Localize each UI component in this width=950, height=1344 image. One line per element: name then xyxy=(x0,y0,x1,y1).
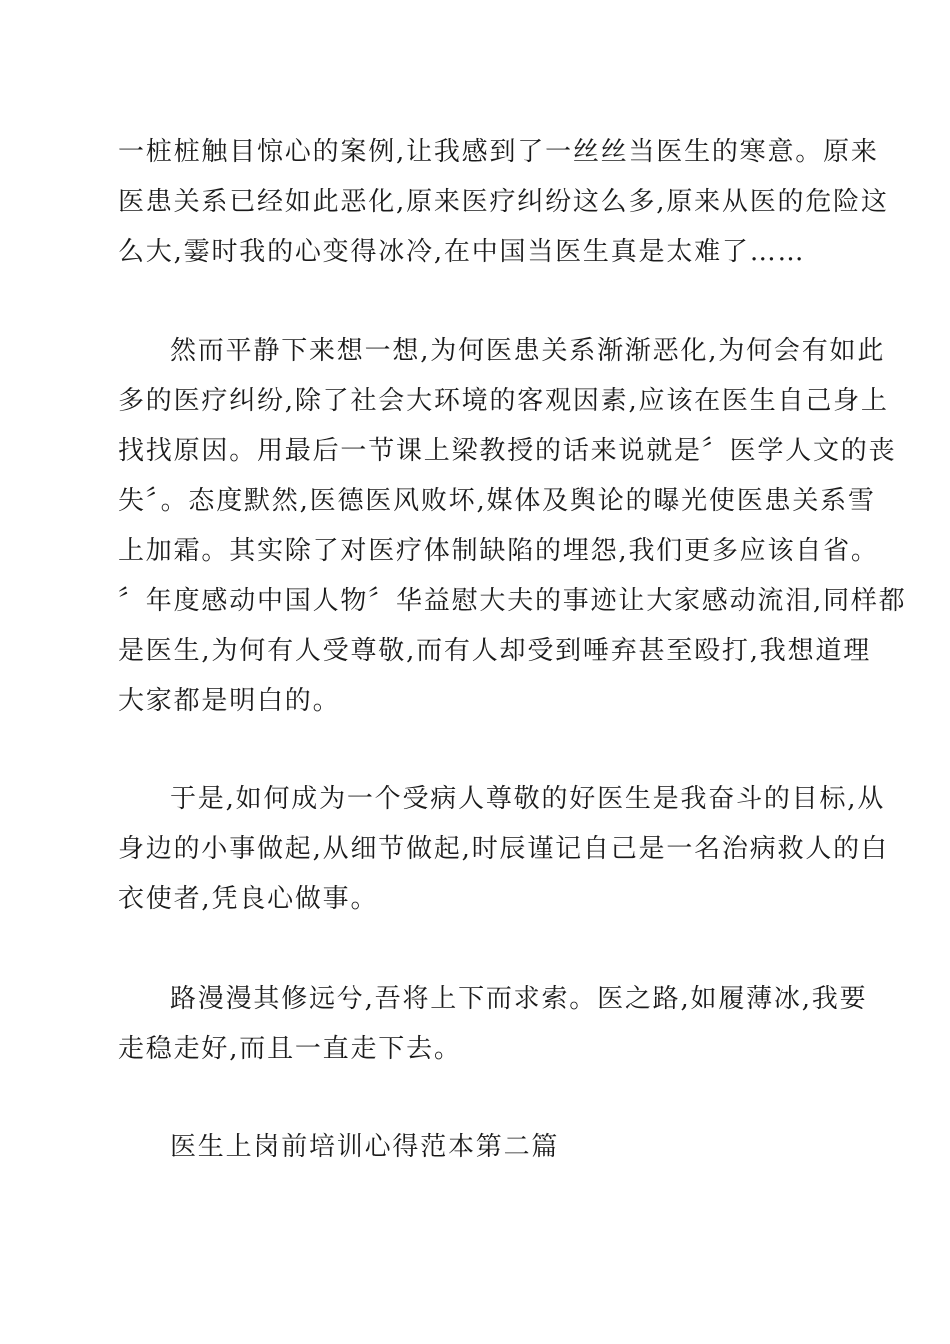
paragraph-2-line-1: 然而平静下来想一想,为何医患关系渐渐恶化,为何会有如此 xyxy=(170,336,886,366)
paragraph-1-line-1: 一桩桩触目惊心的案例,让我感到了一丝丝当医生的寒意。原来 xyxy=(118,137,879,167)
paragraph-2-line-6: 〞年度感动中国人物〞华益慰大夫的事迹让大家感动流泪,同样都 xyxy=(118,586,907,616)
paragraph-1-line-3: 么大,霎时我的心变得冰冷,在中国当医生真是太难了…… xyxy=(118,237,806,267)
paragraph-2-line-3: 找找原因。用最后一节课上梁教授的话来说就是〞医学人文的丧 xyxy=(118,436,897,466)
paragraph-3-line-3: 衣使者,凭良心做事。 xyxy=(118,884,379,914)
paragraph-2-line-8: 大家都是明白的。 xyxy=(118,686,341,716)
paragraph-1-line-2: 医患关系已经如此恶化,原来医疗纠纷这么多,原来从医的危险这 xyxy=(118,187,889,217)
paragraph-2-line-2: 多的医疗纠纷,除了社会大环境的客观因素,应该在医生自己身上 xyxy=(118,386,889,416)
section-heading: 医生上岗前培训心得范本第二篇 xyxy=(170,1132,560,1162)
paragraph-2-line-5: 上加霜。其实除了对医疗体制缺陷的埋怨,我们更多应该自省。 xyxy=(118,536,879,566)
paragraph-3-line-1: 于是,如何成为一个受病人尊敬的好医生是我奋斗的目标,从 xyxy=(170,784,886,814)
paragraph-3-line-2: 身边的小事做起,从细节做起,时辰谨记自己是一名治病救人的白 xyxy=(118,834,889,864)
paragraph-2-line-7: 是医生,为何有人受尊敬,而有人却受到唾弃甚至殴打,我想道理 xyxy=(118,636,871,666)
paragraph-2-line-4: 失〞。态度默然,医德医风败坏,媒体及舆论的曝光使医患关系雪 xyxy=(118,486,876,516)
paragraph-4-line-1: 路漫漫其修远兮,吾将上下而求索。医之路,如履薄冰,我要 xyxy=(170,984,868,1014)
paragraph-4-line-2: 走稳走好,而且一直走下去。 xyxy=(118,1034,462,1064)
